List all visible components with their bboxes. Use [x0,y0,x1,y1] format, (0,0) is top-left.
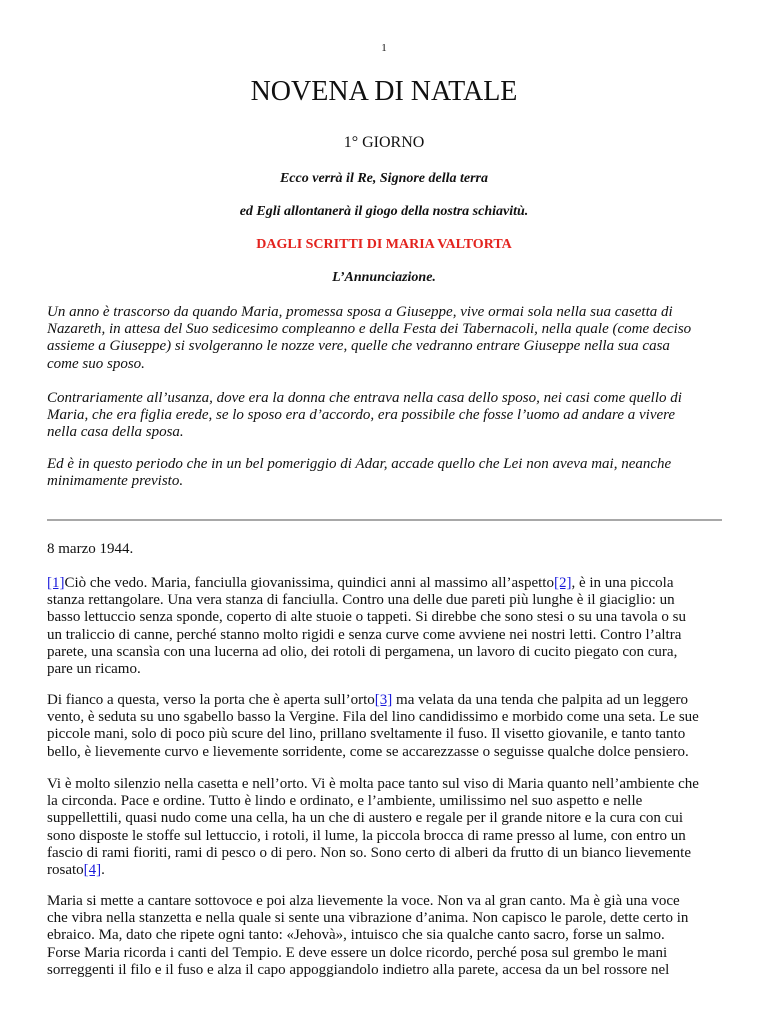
text-line: come suo sposo. [47,355,145,372]
document-title: NOVENA DI NATALE [250,76,518,107]
horizontal-divider [47,519,722,521]
date-line: 8 marzo 1944. [47,541,134,557]
text-line: Nazareth, in attesa del Suo sedicesimo compleanno e della Festa dei Tabernacoli, nella quale (come deciso [47,321,692,338]
text-line: la circonda. Pace e ordine. Tutto è lindo e ordinato, e l’ambiente, umilissimo nel suo aspetto e nelle [47,793,643,810]
text-segment: rosato [47,862,84,879]
intro-paragraph-3 [47,456,737,490]
text-segment: Ciò che vedo. Maria, fanciulla giovanissima, quindici anni al massimo all’aspetto [64,575,554,591]
paragraph-2 [47,692,737,761]
text-line: vento, è seduta su uno sgabello basso la Vergine. Fila del lino candidissimo e morbido come una seta. Le sue [47,709,699,726]
text-line: sono disposte le stoffe sul lettuccio, i rotoli, il lume, la piccola brocca di rame presso al lume, con entro un [47,827,686,844]
text-line: stanza rettangolare. Una vera stanza di fanciulla. Contro una delle due pareti più lunghe è il giaciglio: un [47,592,675,609]
verse-line-2: ed Egli allontanerà il giogo della nostra schiavitù. [239,204,529,219]
section-subtitle: L’Annunciazione. [332,270,436,285]
text-line: bello, è lievemente curvo e lievemente sorridente, come se accarezzasse o seguisse qualche dolce pensiero. [47,743,689,760]
footnote-link-2[interactable]: [2] [553,575,572,591]
footnote-link-3[interactable]: [3] [374,692,393,708]
text-segment: Di fianco a questa, verso la porta che è aperta sull’orto [47,692,375,708]
text-line: nella casa della sposa. [47,424,184,441]
text-line: parete, una scansìa con una lucerna ad olio, dei rotoli di pergamena, un lavoro di cucito piegato con cura, [47,643,678,660]
text-line: sorreggenti il filo e il fuso e alza il capo appoggiandolo indietro alla parete, accesa da un bel rossore nel [47,961,670,978]
text-line: suppellettili, quasi nudo come una cella, ha un che di austero e regale per il grande nitore e la cura con cui [47,810,683,827]
source-heading: DAGLI SCRITTI DI MARIA VALTORTA [256,237,512,252]
paragraph-4 [47,893,737,979]
text-line: minimamente previsto. [47,473,184,490]
text-segment: , è in una piccola [571,575,674,591]
page-number: 1 [381,42,387,54]
text-line: Un anno è trascorso da quando Maria, promessa sposa a Giuseppe, vive ormai sola nella sua casetta di [47,304,673,320]
verse-line-1: Ecco verrà il Re, Signore della terra [279,171,489,186]
text-line: un traliccio di canne, perché stanno molto rigidi e senza curve come avviene nei nostri letti. Contro l’altra [47,626,682,643]
text-line: basso lettuccio senza sponde, coperto di alte stuoie o tappeti. Si direbbe che sono stesi o su una tavola o su [47,609,687,626]
intro-paragraph-1 [47,304,737,373]
text-line: ebraico. Ma, dato che ripete ogni tanto: «Jehovà», intuisco che sia qualche canto sacro, forse un salmo. [47,927,665,944]
text-segment: ma velata da una tenda che palpita ad un leggero [392,692,688,708]
text-line: piccole mani, solo di poco più scure del lino, prillano sveltamente il fuso. Il visetto giovanile, e tanto tanto [47,726,686,743]
footnote-link-4[interactable]: [4] [83,862,102,879]
text-segment: . [101,862,105,879]
text-line: che vibra nella stanzetta e nella quale si sente una vibrazione d’anima. Non capisco le parole, dette certo in [47,910,689,927]
text-line: Maria, che era figlia erede, se lo sposo era d’accordo, era possibile che fosse l’uomo ad andare a vivere [47,407,676,424]
paragraph-1 [47,575,737,678]
intro-paragraph-2 [47,390,737,442]
paragraph-3 [47,776,737,879]
footnote-link-1[interactable]: [1] [47,575,65,591]
text-line: Contrariamente all’usanza, dove era la donna che entrava nella casa dello sposo, nei casi come quello di [47,390,682,406]
text-line: fascio di rami fioriti, rami di pesco o di pero. Non so. Sono certo di alberi da frutto di un bianco lievemente [47,844,691,861]
text-line: pare un ricamo. [47,661,141,678]
text-line: Maria si mette a cantare sottovoce e poi alza lievemente la voce. Non va al gran canto. Ma è già una voce [47,893,680,909]
text-line: Vi è molto silenzio nella casetta e nell’orto. Vi è molta pace tanto sul viso di Maria quanto nell’ambiente che [47,776,699,792]
day-heading: 1° GIORNO [343,134,425,151]
text-line: assieme a Giuseppe) si svolgeranno le nozze vere, quelle che vedranno entrare Giuseppe nella sua casa [47,338,670,355]
text-line: Forse Maria ricorda i canti del Tempio. E deve essere un dolce ricordo, perché posa sul grembo le mani [47,944,668,961]
text-line: Ed è in questo periodo che in un bel pomeriggio di Adar, accade quello che Lei non aveva mai, neanche [47,456,672,472]
